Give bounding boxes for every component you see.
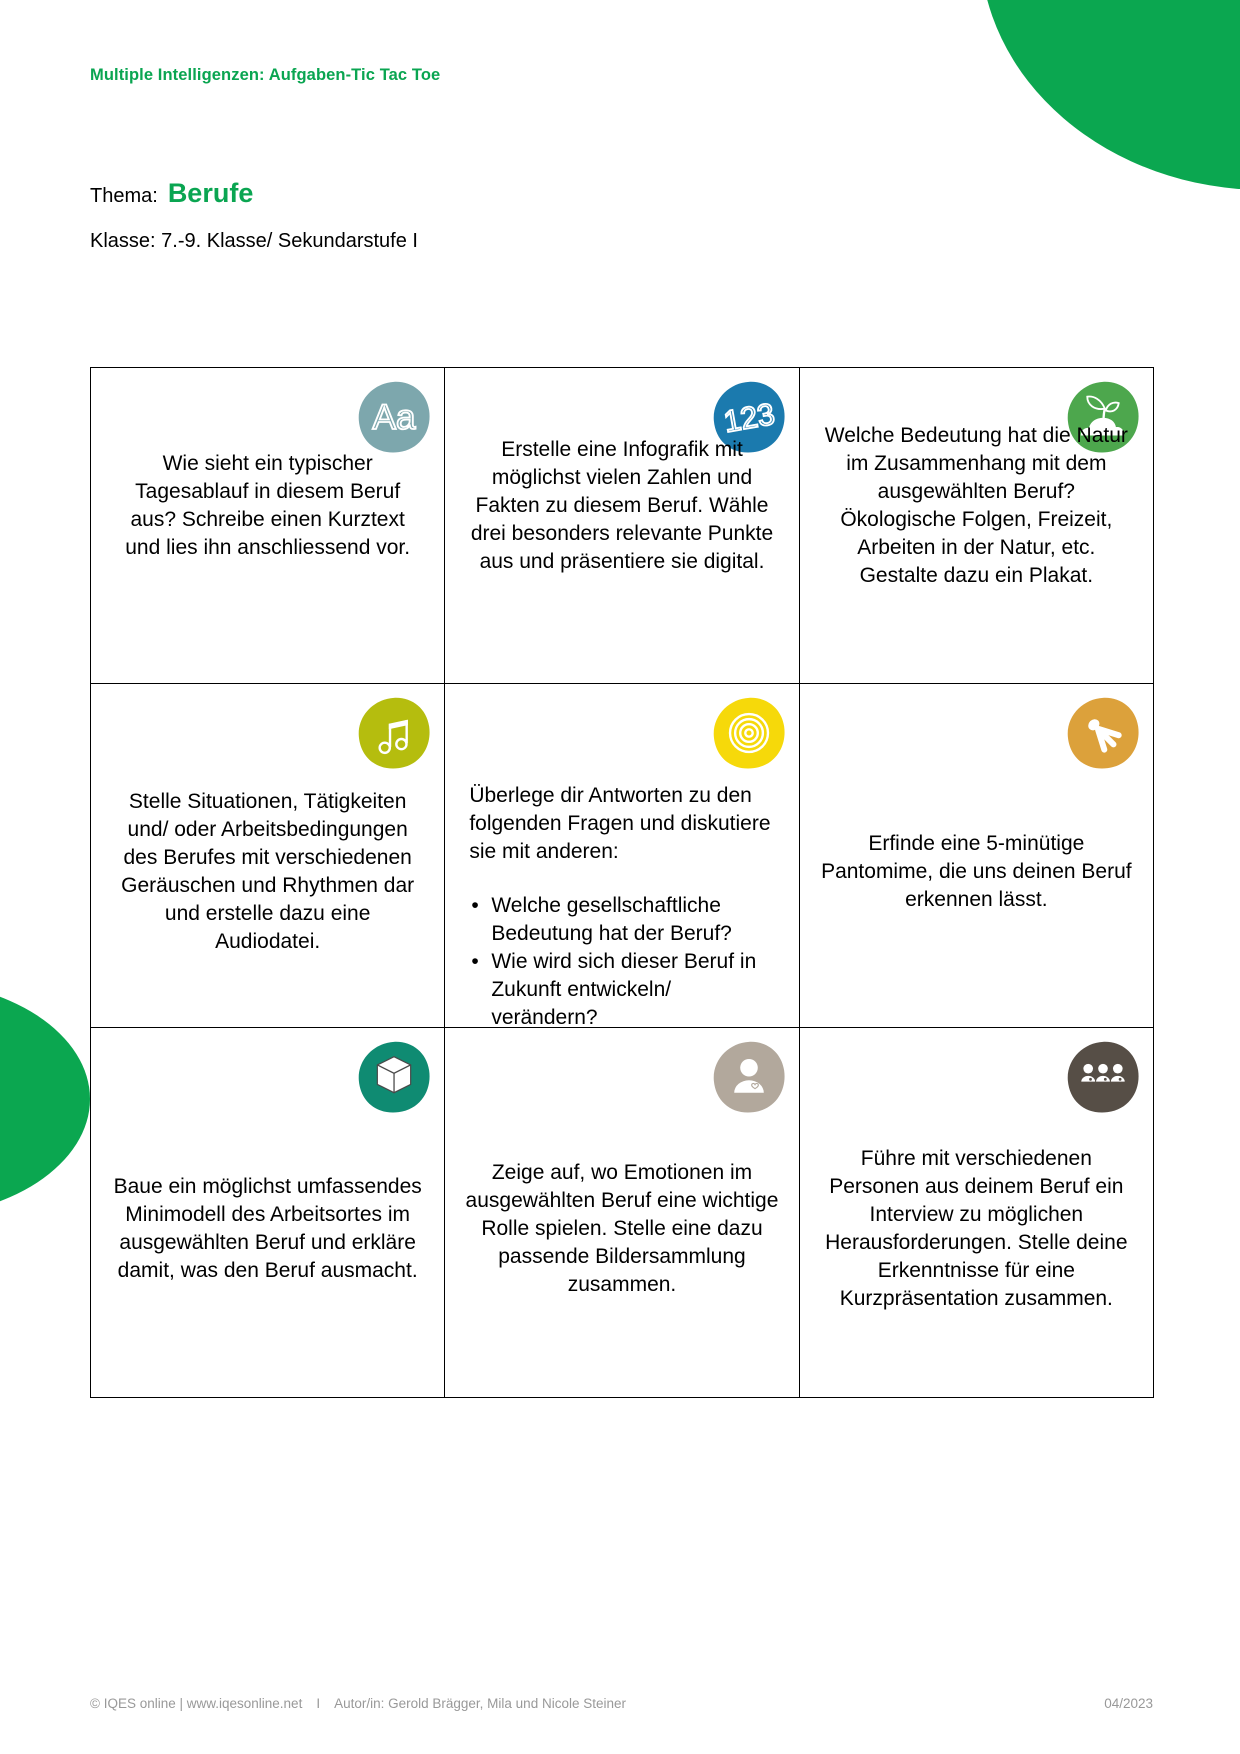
task-intro: Überlege dir Antworten zu den folgenden Fragen und diskutiere sie mit anderen: xyxy=(469,784,771,863)
concentric-circles-icon xyxy=(712,696,786,770)
klasse-line xyxy=(90,230,418,253)
task-cell-spatial xyxy=(91,1028,445,1398)
tic-tac-toe-grid xyxy=(90,367,1154,1398)
klasse-value: 7.-9. Klasse/ Sekundarstufe I xyxy=(161,230,418,252)
task-cell-logical-mathematical xyxy=(445,368,799,684)
task-text: Erfinde eine 5-minütige Pantomime, die uns deinen Beruf erkennen lässt. xyxy=(821,831,1132,911)
svg-text:123: 123 xyxy=(720,396,777,440)
footer-date: 04/2023 xyxy=(1104,1696,1153,1711)
thema-line xyxy=(90,178,253,209)
task-text: Führe mit verschiedenen Personen aus deinem Beruf ein Interview zu möglichen Herausforderungen. Stelle deine Erkenntnisse für eine Kurzpräsentation zusammen. xyxy=(825,1146,1128,1310)
green-side-shape xyxy=(0,981,90,1217)
document-header-title: Multiple Intelligenzen: Aufgaben-Tic Tac Toe xyxy=(90,66,441,84)
green-corner-shape xyxy=(980,0,1240,190)
task-text: Wie sieht ein typischer Tagesablauf in diesem Beruf aus? Schreibe einen Kurztext und lies ihn anschliessend vor. xyxy=(125,451,411,559)
task-cell-interpersonal xyxy=(800,1028,1154,1398)
task-cell-musical xyxy=(91,684,445,1028)
footer-left xyxy=(90,1696,626,1711)
task-text: Zeige auf, wo Emotionen im ausgewählten Beruf eine wichtige Rolle spielen. Stelle eine dazu passende Bildersammlung zusammen. xyxy=(465,1160,779,1296)
task-text: Stelle Situationen, Tätigkeiten und/ oder Arbeitsbedingungen des Berufes mit verschiedenen Geräuschen und Rhythmen dar und erstelle dazu eine Audiodatei. xyxy=(121,789,415,953)
task-text: Erstelle eine Infografik mit möglichst vielen Zahlen und Fakten zu diesem Beruf. Wähle drei besonders relevante Punkte aus und präsentiere sie digital. xyxy=(470,437,774,573)
task-cell-naturalistic xyxy=(800,368,1154,684)
task-cell-intrapersonal xyxy=(445,1028,799,1398)
thema-label: Thema: xyxy=(90,185,158,207)
task-text: Baue ein möglichst umfassendes Minimodell des Arbeitsortes im ausgewählten Beruf und erkläre damit, was den Beruf ausmacht. xyxy=(113,1174,422,1282)
task-text: Welche Bedeutung hat die Natur im Zusammenhang mit dem ausgewählten Beruf? Ökologische Folgen, Freizeit, Arbeiten in der Natur, etc. Gestalte dazu ein Plakat. xyxy=(824,423,1128,587)
svg-text:Aa: Aa xyxy=(372,398,416,438)
thema-value: Berufe xyxy=(167,178,254,208)
klasse-label: Klasse: xyxy=(90,230,156,252)
footer-separator: I xyxy=(316,1696,321,1711)
task-bullet: • Welche gesellschaftliche Bedeutung hat der Beruf? xyxy=(469,892,778,948)
task-bullet: • Wie wird sich dieser Beruf in Zukunft entwickeln/ verändern? xyxy=(469,948,778,1032)
footer-copyright: © IQES online | www.iqesonline.net xyxy=(90,1696,303,1711)
page-footer xyxy=(90,1696,1153,1711)
task-cell-existential xyxy=(445,684,799,1028)
footer-author: Autor/in: Gerold Brägger, Mila und Nicole Steiner xyxy=(334,1696,626,1711)
task-bullet-list xyxy=(469,892,778,1032)
task-cell-bodily-kinesthetic xyxy=(800,684,1154,1028)
task-cell-linguistic xyxy=(91,368,445,684)
